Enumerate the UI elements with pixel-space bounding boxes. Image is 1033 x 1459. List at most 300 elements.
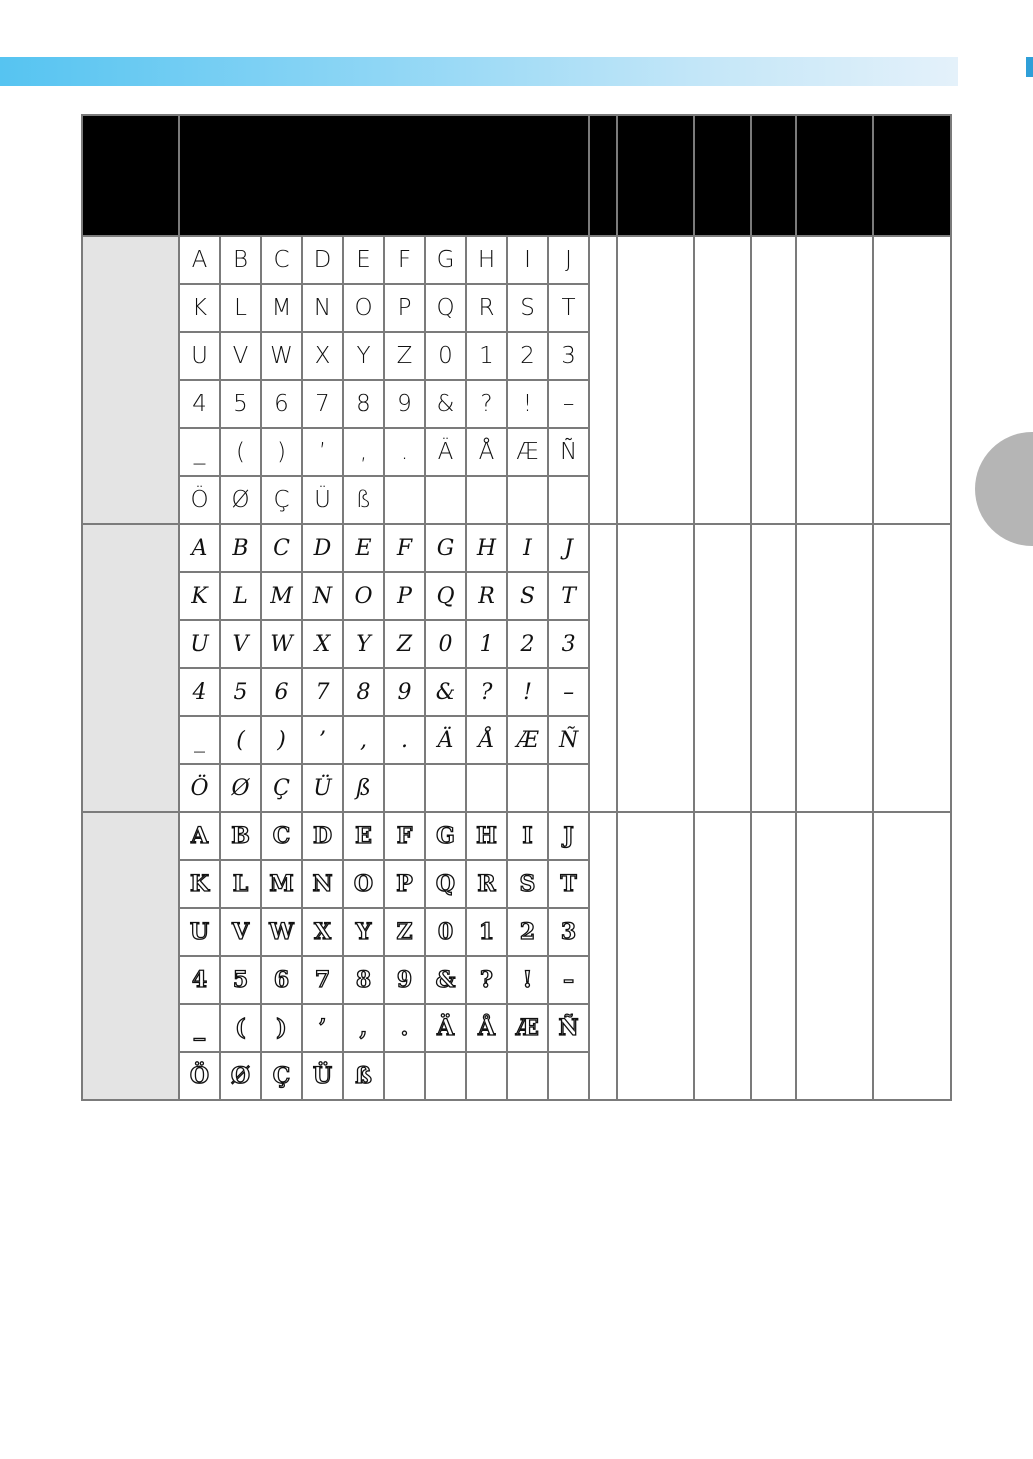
character-cell — [548, 908, 589, 956]
character-glyph: L — [232, 871, 249, 897]
character-glyph: G — [436, 247, 455, 273]
character-glyph: T — [560, 871, 577, 897]
character-glyph: F — [396, 536, 413, 561]
character-cell — [220, 1052, 261, 1100]
info-cell — [751, 812, 796, 1100]
character-cell — [343, 668, 384, 716]
character-cell — [261, 380, 302, 428]
character-glyph: _ — [194, 728, 205, 753]
font-outline-row — [82, 812, 951, 860]
info-cell — [873, 524, 951, 812]
character-cell — [384, 908, 425, 956]
character-glyph: Æ — [516, 728, 539, 753]
character-cell — [261, 956, 302, 1004]
character-glyph: Ñ — [559, 439, 578, 465]
character-cell — [179, 908, 220, 956]
character-cell — [343, 908, 384, 956]
character-glyph: Y — [355, 919, 372, 945]
character-cell — [425, 620, 466, 668]
character-cell — [384, 812, 425, 860]
character-cell — [466, 956, 507, 1004]
character-glyph: H — [476, 823, 497, 849]
character-glyph: 8 — [356, 680, 371, 705]
character-cell — [425, 956, 466, 1004]
character-glyph: M — [271, 295, 292, 321]
character-cell — [507, 380, 548, 428]
character-cell — [466, 812, 507, 860]
character-glyph: Ç — [272, 1063, 291, 1089]
character-cell — [179, 236, 220, 284]
character-glyph: N — [313, 295, 332, 321]
character-glyph: N — [312, 584, 333, 609]
character-cell — [220, 380, 261, 428]
character-glyph: I — [522, 823, 533, 849]
character-cell — [425, 524, 466, 572]
character-glyph: M — [269, 871, 294, 897]
character-glyph: , — [359, 439, 368, 465]
character-glyph: S — [519, 584, 536, 609]
character-cell — [384, 524, 425, 572]
character-glyph: 3 — [560, 919, 577, 945]
character-cell — [384, 428, 425, 476]
character-glyph: Å — [478, 439, 495, 465]
font-group-cell — [82, 812, 179, 1100]
character-cell — [425, 908, 466, 956]
character-glyph: H — [476, 536, 497, 561]
character-cell — [425, 476, 466, 524]
character-cell — [507, 668, 548, 716]
character-glyph: S — [520, 295, 535, 321]
character-cell — [384, 620, 425, 668]
character-glyph: ! — [523, 680, 532, 705]
info-cell — [694, 812, 751, 1100]
character-cell — [302, 620, 343, 668]
character-cell — [507, 1004, 548, 1052]
info-cell — [796, 236, 873, 524]
character-glyph: B — [232, 536, 249, 561]
character-glyph: Z — [396, 343, 413, 369]
character-cell — [261, 908, 302, 956]
character-cell — [548, 716, 589, 764]
character-glyph: . — [401, 728, 408, 753]
character-cell — [507, 812, 548, 860]
header-cell-characters — [179, 115, 589, 236]
character-cell — [302, 860, 343, 908]
header-cell-d — [751, 115, 796, 236]
character-glyph: W — [270, 632, 293, 657]
character-cell — [466, 572, 507, 620]
character-cell — [384, 764, 425, 812]
character-cell — [507, 236, 548, 284]
info-cell — [796, 524, 873, 812]
character-cell — [220, 524, 261, 572]
character-glyph: 9 — [396, 967, 413, 993]
character-glyph: Ø — [231, 776, 250, 801]
character-glyph: – — [562, 391, 575, 417]
character-cell — [507, 284, 548, 332]
character-cell — [507, 1052, 548, 1100]
character-cell — [343, 284, 384, 332]
character-cell — [466, 428, 507, 476]
character-cell — [384, 380, 425, 428]
character-glyph: Å — [478, 728, 495, 753]
character-cell — [548, 572, 589, 620]
character-cell — [507, 572, 548, 620]
header-cell-a — [589, 115, 617, 236]
character-glyph: K — [191, 584, 208, 609]
character-cell — [548, 284, 589, 332]
character-glyph: P — [397, 295, 412, 321]
character-cell — [343, 812, 384, 860]
character-glyph: 3 — [561, 343, 576, 369]
character-glyph: Ñ — [558, 1015, 579, 1041]
character-glyph: 4 — [191, 967, 208, 993]
character-cell — [507, 476, 548, 524]
header-row — [82, 115, 951, 236]
info-cell — [873, 236, 951, 524]
character-glyph: ’ — [318, 439, 327, 465]
character-glyph: E — [355, 536, 372, 561]
character-glyph: X — [313, 919, 332, 945]
character-glyph: 7 — [315, 680, 330, 705]
character-glyph: Ø — [231, 487, 250, 513]
character-cell — [466, 908, 507, 956]
character-glyph: O — [353, 871, 374, 897]
info-cell — [589, 236, 617, 524]
character-cell — [384, 956, 425, 1004]
character-glyph: A — [191, 247, 208, 273]
character-cell — [302, 812, 343, 860]
character-cell — [507, 620, 548, 668]
character-glyph: ? — [480, 680, 493, 705]
character-glyph: G — [436, 536, 455, 561]
chapter-tab — [975, 432, 1033, 546]
character-glyph: R — [478, 295, 495, 321]
character-cell — [507, 716, 548, 764]
character-glyph: Ä — [437, 728, 454, 753]
character-glyph: Y — [356, 632, 371, 657]
character-glyph: L — [233, 584, 248, 609]
character-glyph: 6 — [274, 391, 289, 417]
character-glyph: ’ — [318, 1015, 327, 1041]
info-cell — [589, 812, 617, 1100]
character-glyph: L — [234, 295, 247, 321]
character-cell — [507, 956, 548, 1004]
character-glyph: 0 — [438, 632, 453, 657]
character-glyph: . — [400, 439, 409, 465]
info-cell — [694, 524, 751, 812]
character-glyph: F — [397, 247, 412, 273]
character-glyph: ( — [236, 439, 245, 465]
character-glyph: ) — [276, 1015, 287, 1041]
character-cell — [343, 764, 384, 812]
info-cell — [873, 812, 951, 1100]
character-glyph: 4 — [192, 391, 207, 417]
character-glyph: K — [189, 871, 210, 897]
character-glyph: Ö — [189, 1063, 210, 1089]
character-cell — [261, 524, 302, 572]
character-cell — [220, 716, 261, 764]
character-glyph: J — [564, 536, 573, 561]
character-cell — [466, 764, 507, 812]
character-glyph: M — [270, 584, 293, 609]
character-cell — [384, 1004, 425, 1052]
character-cell — [179, 620, 220, 668]
character-cell — [220, 428, 261, 476]
character-glyph: 2 — [520, 632, 535, 657]
character-glyph: V — [232, 632, 249, 657]
character-glyph: ? — [480, 391, 493, 417]
character-cell — [302, 764, 343, 812]
character-glyph: Z — [396, 919, 413, 945]
character-glyph: C — [273, 536, 290, 561]
character-glyph: Ä — [436, 1015, 455, 1041]
character-glyph: ( — [235, 1015, 246, 1041]
character-glyph: W — [269, 919, 294, 945]
character-glyph: Ñ — [558, 728, 579, 753]
character-cell — [466, 1052, 507, 1100]
character-glyph: ) — [277, 439, 286, 465]
character-glyph: ? — [480, 967, 493, 993]
character-glyph: Q — [435, 871, 456, 897]
character-glyph: 1 — [479, 343, 494, 369]
character-glyph: 2 — [519, 919, 536, 945]
character-cell — [302, 332, 343, 380]
character-glyph: Ç — [273, 487, 290, 513]
character-glyph: _ — [194, 1015, 205, 1041]
character-glyph: P — [396, 871, 413, 897]
character-cell — [220, 668, 261, 716]
character-cell — [384, 572, 425, 620]
character-glyph: ß — [355, 487, 372, 513]
character-cell — [548, 380, 589, 428]
character-cell — [302, 236, 343, 284]
character-glyph: 2 — [520, 343, 535, 369]
font-group-cell — [82, 236, 179, 524]
character-cell — [261, 476, 302, 524]
character-glyph: O — [354, 584, 373, 609]
character-cell — [425, 284, 466, 332]
character-cell — [261, 764, 302, 812]
character-glyph: 8 — [355, 967, 372, 993]
info-cell — [617, 524, 694, 812]
character-cell — [548, 764, 589, 812]
character-cell — [179, 572, 220, 620]
character-cell — [466, 380, 507, 428]
header-cell-c — [694, 115, 751, 236]
character-glyph: Z — [396, 632, 413, 657]
character-cell — [220, 908, 261, 956]
character-glyph: X — [314, 343, 331, 369]
character-cell — [302, 380, 343, 428]
character-cell — [507, 764, 548, 812]
character-cell — [466, 236, 507, 284]
character-cell — [548, 668, 589, 716]
character-glyph: , — [359, 1015, 368, 1041]
info-cell — [617, 812, 694, 1100]
character-glyph: D — [312, 823, 333, 849]
character-glyph: I — [523, 536, 532, 561]
character-cell — [425, 812, 466, 860]
header-color-bar — [0, 57, 958, 86]
character-cell — [220, 236, 261, 284]
character-glyph: Ö — [190, 487, 209, 513]
character-cell — [384, 668, 425, 716]
info-cell — [796, 812, 873, 1100]
character-glyph: 5 — [232, 967, 249, 993]
info-cell — [694, 236, 751, 524]
character-glyph: 8 — [356, 391, 371, 417]
character-cell — [343, 524, 384, 572]
character-cell — [179, 860, 220, 908]
font-block-row — [82, 236, 951, 284]
character-glyph: – — [563, 967, 575, 993]
character-cell — [302, 908, 343, 956]
character-cell — [466, 860, 507, 908]
character-cell — [302, 572, 343, 620]
character-glyph: 4 — [192, 680, 207, 705]
character-cell — [302, 476, 343, 524]
character-glyph: D — [313, 536, 332, 561]
character-glyph: _ — [193, 439, 206, 465]
character-glyph: 9 — [397, 680, 412, 705]
character-glyph: Ü — [313, 776, 332, 801]
character-cell — [302, 668, 343, 716]
character-cell — [261, 236, 302, 284]
character-cell — [261, 1052, 302, 1100]
character-glyph: Q — [436, 295, 455, 321]
character-cell — [343, 476, 384, 524]
character-glyph: J — [565, 247, 572, 273]
character-cell — [220, 1004, 261, 1052]
character-cell — [425, 380, 466, 428]
info-cell — [617, 236, 694, 524]
character-cell — [261, 860, 302, 908]
character-cell — [220, 572, 261, 620]
character-cell — [261, 572, 302, 620]
character-cell — [548, 620, 589, 668]
character-cell — [466, 668, 507, 716]
character-cell — [343, 1052, 384, 1100]
page-edge-mark — [1026, 57, 1033, 77]
character-glyph: Æ — [516, 439, 539, 465]
header-cell-e — [796, 115, 873, 236]
character-glyph: Ü — [312, 1063, 333, 1089]
character-glyph: O — [354, 295, 373, 321]
character-glyph: R — [477, 871, 496, 897]
character-glyph: Ç — [273, 776, 290, 801]
character-glyph: & — [435, 967, 456, 993]
character-cell — [261, 332, 302, 380]
character-cell — [179, 284, 220, 332]
character-cell — [384, 860, 425, 908]
character-glyph: P — [397, 584, 412, 609]
info-cell — [751, 524, 796, 812]
character-glyph: ’ — [319, 728, 326, 753]
character-cell — [425, 764, 466, 812]
character-cell — [466, 476, 507, 524]
character-cell — [466, 1004, 507, 1052]
character-cell — [179, 1052, 220, 1100]
character-cell — [548, 956, 589, 1004]
character-glyph: K — [191, 295, 208, 321]
character-cell — [425, 860, 466, 908]
character-cell — [220, 764, 261, 812]
character-cell — [261, 428, 302, 476]
character-cell — [179, 812, 220, 860]
character-cell — [507, 860, 548, 908]
font-script-row — [82, 524, 951, 572]
character-glyph: B — [232, 247, 249, 273]
character-cell — [548, 524, 589, 572]
character-glyph: 0 — [438, 343, 453, 369]
character-cell — [220, 860, 261, 908]
character-glyph: G — [436, 823, 455, 849]
character-cell — [548, 860, 589, 908]
character-cell — [343, 236, 384, 284]
character-glyph: Y — [356, 343, 371, 369]
character-cell — [384, 284, 425, 332]
character-glyph: U — [190, 632, 209, 657]
character-glyph: S — [519, 871, 536, 897]
character-cell — [466, 524, 507, 572]
character-cell — [425, 1052, 466, 1100]
character-cell — [302, 428, 343, 476]
character-cell — [179, 716, 220, 764]
character-cell — [466, 620, 507, 668]
character-glyph: ! — [522, 391, 533, 417]
character-glyph: ß — [355, 1063, 372, 1089]
character-glyph: , — [360, 728, 367, 753]
character-chart — [81, 114, 952, 1101]
character-glyph: 3 — [561, 632, 576, 657]
character-glyph: B — [231, 823, 250, 849]
character-cell — [507, 428, 548, 476]
header-cell-b — [617, 115, 694, 236]
character-cell — [425, 716, 466, 764]
character-glyph: 1 — [479, 632, 494, 657]
character-glyph: U — [191, 343, 208, 369]
character-glyph: A — [191, 536, 208, 561]
info-cell — [751, 236, 796, 524]
character-glyph: & — [436, 391, 455, 417]
character-cell — [343, 380, 384, 428]
character-glyph: 9 — [397, 391, 412, 417]
character-cell — [179, 668, 220, 716]
character-glyph: Q — [436, 584, 455, 609]
character-cell — [220, 956, 261, 1004]
character-glyph: & — [435, 680, 456, 705]
character-cell — [425, 572, 466, 620]
character-glyph: N — [312, 871, 333, 897]
character-cell — [302, 524, 343, 572]
font-group-cell — [82, 524, 179, 812]
character-glyph: C — [272, 823, 291, 849]
character-cell — [179, 332, 220, 380]
character-glyph: ! — [522, 967, 533, 993]
character-cell — [343, 332, 384, 380]
header-cell-f — [873, 115, 951, 236]
character-glyph: 5 — [233, 391, 248, 417]
character-cell — [261, 1004, 302, 1052]
character-cell — [384, 716, 425, 764]
character-cell — [425, 1004, 466, 1052]
character-cell — [220, 284, 261, 332]
character-glyph: 6 — [273, 967, 290, 993]
character-cell — [384, 236, 425, 284]
character-cell — [343, 428, 384, 476]
character-cell — [261, 668, 302, 716]
